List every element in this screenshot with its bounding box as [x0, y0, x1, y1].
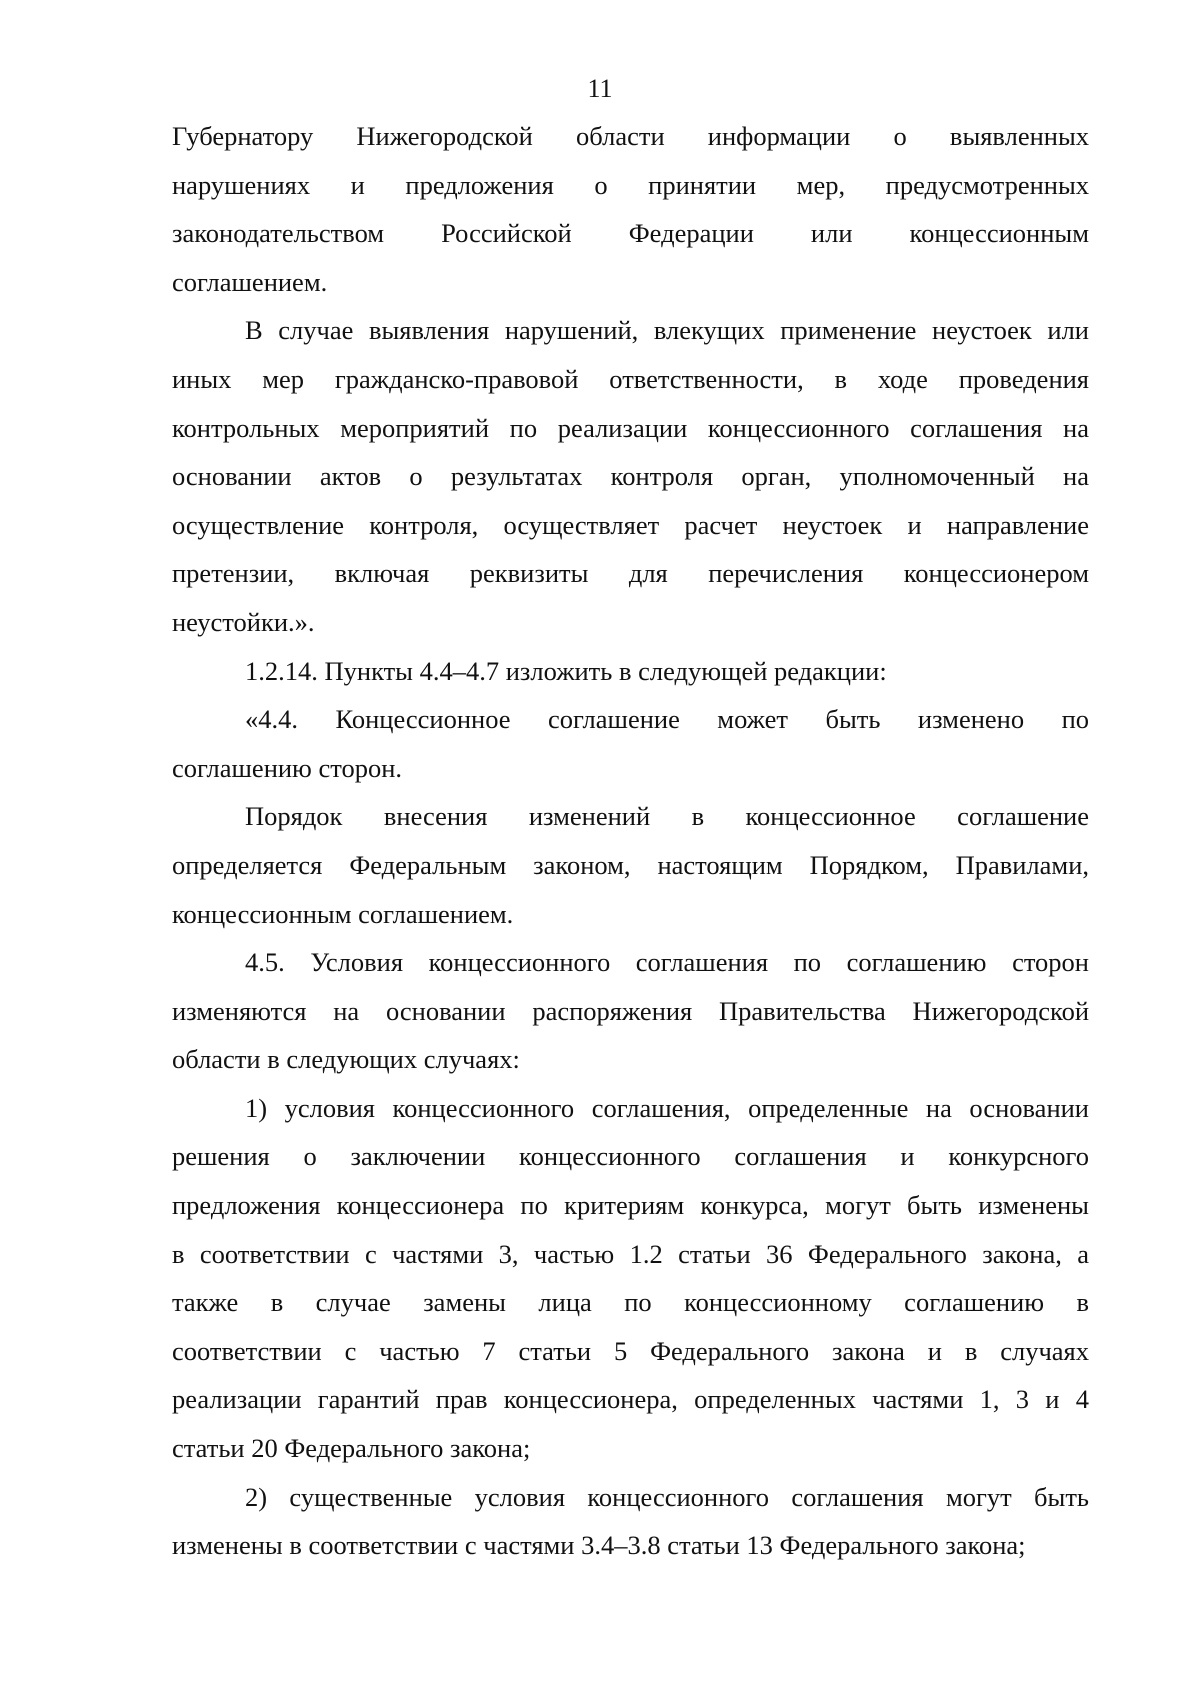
text-line: Порядок внесения изменений в концессионное соглашение — [245, 801, 1089, 832]
text-line: законодательством Российской Федерации или концессионным — [172, 218, 1089, 249]
text-line: неустойки.». — [172, 606, 315, 637]
text-line: определяется Федеральным законом, настоящим Порядком, Правилами, — [172, 849, 1089, 880]
text-line: иных мер гражданско-правовой ответственности, в ходе проведения — [172, 363, 1089, 394]
text-line: контрольных мероприятий по реализации концессионного соглашения на — [172, 412, 1089, 443]
text-line: изменяются на основании распоряжения Правительства Нижегородской — [172, 995, 1089, 1026]
text-line: 1) условия концессионного соглашения, определенные на основании — [245, 1092, 1089, 1123]
text-line: претензии, включая реквизиты для перечисления концессионером — [172, 558, 1089, 589]
text-line: 4.5. Условия концессионного соглашения по соглашению сторон — [245, 947, 1089, 978]
text-line: Губернатору Нижегородской области информации о выявленных — [172, 121, 1089, 151]
text-line: концессионным соглашением. — [172, 898, 514, 929]
paragraph — [172, 306, 1089, 646]
page-number: 11 — [587, 74, 613, 103]
text-line: также в случае замены лица по концессионному соглашению в — [172, 1287, 1089, 1318]
text-line: соответствии с частью 7 статьи 5 Федерального закона и в случаях — [172, 1335, 1089, 1366]
document-body — [172, 112, 1089, 1570]
paragraph — [172, 792, 1089, 938]
paragraph — [172, 938, 1089, 1084]
text-line: решения о заключении концессионного соглашения и конкурсного — [172, 1141, 1089, 1172]
text-line: основании актов о результатах контроля орган, уполномоченный на — [172, 461, 1089, 492]
text-line: в соответствии с частями 3, частью 1.2 статьи 36 Федерального закона, а — [172, 1238, 1089, 1269]
text-line: осуществление контроля, осуществляет расчет неустоек и направление — [172, 509, 1089, 540]
text-line: нарушениях и предложения о принятии мер, предусмотренных — [172, 169, 1089, 200]
text-line: В случае выявления нарушений, влекущих применение неустоек или — [245, 315, 1089, 346]
paragraph — [172, 1473, 1089, 1570]
text-line: реализации гарантий прав концессионера, определенных частями 1, 3 и 4 — [172, 1384, 1089, 1415]
text-line: «4.4. Концессионное соглашение может быть изменено по — [245, 704, 1089, 735]
text-line: 2) существенные условия концессионного соглашения могут быть — [245, 1481, 1089, 1512]
paragraph — [172, 1084, 1089, 1473]
text-line: области в следующих случаях: — [172, 1044, 520, 1075]
text-line: предложения концессионера по критериям конкурса, могут быть изменены — [172, 1190, 1089, 1221]
text-line: соглашением. — [172, 266, 328, 297]
text-line: 1.2.14. Пункты 4.4–4.7 изложить в следующей редакции: — [245, 655, 887, 686]
paragraph — [172, 647, 1089, 696]
paragraph — [172, 695, 1089, 792]
paragraph — [172, 112, 1089, 306]
text-line: изменены в соответствии с частями 3.4–3.8 статьи 13 Федерального закона; — [172, 1530, 1026, 1561]
text-line: соглашению сторон. — [172, 752, 403, 783]
text-line: статьи 20 Федерального закона; — [172, 1433, 531, 1464]
